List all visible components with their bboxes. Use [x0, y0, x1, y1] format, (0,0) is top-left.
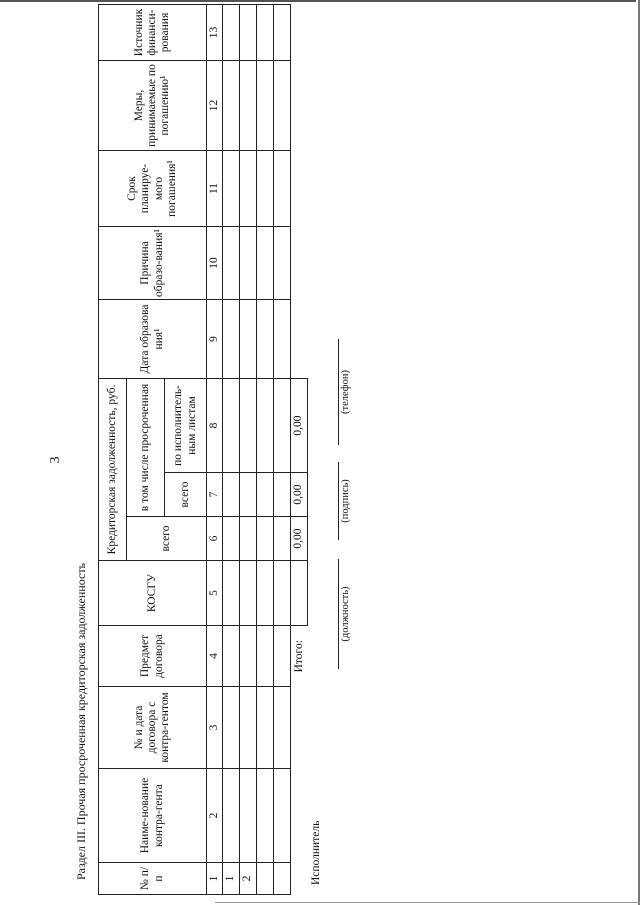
table-cell [240, 227, 257, 300]
position-line [338, 559, 339, 669]
table-cell [223, 61, 240, 151]
header-reason: Причина образо-вания¹ [99, 227, 207, 300]
colnum-3: 3 [207, 687, 223, 769]
table-cell [240, 687, 257, 769]
colnum-6: 6 [207, 517, 223, 561]
header-contract: № и дата договора с контра-гентом [99, 687, 207, 769]
table-row [240, 5, 257, 895]
table-cell [223, 5, 240, 61]
header-total: всего [127, 517, 207, 561]
total-writs-value: 0,00 [291, 379, 308, 473]
table-cell [240, 561, 257, 626]
table-cell [223, 687, 240, 769]
colnum-5: 5 [207, 561, 223, 626]
colnum-12: 12 [207, 61, 223, 151]
debt-table [98, 4, 308, 895]
table-cell [240, 769, 257, 863]
executor-label: Исполнитель [310, 820, 322, 885]
header-num: № п/п [99, 863, 207, 895]
phone-line [338, 339, 339, 445]
colnum-4: 4 [207, 626, 223, 687]
header-kosgu: КОСГУ [99, 561, 207, 626]
table-cell [223, 379, 240, 473]
header-term: Срок планируе-мого погашения¹ [99, 151, 207, 227]
header-subject: Предмет договора [99, 626, 207, 687]
table-cell [223, 517, 240, 561]
colnum-8: 8 [207, 379, 223, 473]
table-cell [240, 61, 257, 151]
table-row [223, 5, 240, 895]
header-date: Дата образова ния¹ [99, 300, 207, 379]
table-cell [240, 151, 257, 227]
colnum-9: 9 [207, 300, 223, 379]
total-value: 0,00 [291, 517, 308, 561]
position-label: (должность) [340, 586, 351, 642]
table-cell [223, 227, 240, 300]
signature-line [338, 462, 339, 540]
table-cell [223, 151, 240, 227]
table-cell [223, 769, 240, 863]
header-debt-group: Кредиторская задолженность, руб. [99, 379, 127, 561]
table-cell [240, 517, 257, 561]
colnum-2: 2 [207, 769, 223, 863]
table-cell [240, 379, 257, 473]
header-contractor: Наиме-нование контра-гента [99, 769, 207, 863]
total-label: Итого: [291, 626, 308, 687]
table-row-empty [274, 5, 291, 895]
table-cell [223, 300, 240, 379]
table-row-empty [257, 5, 274, 895]
header-measures: Меры, принимаемые по погашению¹ [99, 61, 207, 151]
colnum-7: 7 [207, 473, 223, 517]
header-overdue-total: всего [165, 473, 207, 517]
header-overdue-writs: по исполнитель-ным листам [165, 379, 207, 473]
signature-label: (подпись) [340, 479, 351, 523]
header-overdue-group: в том числе просроченная [127, 379, 165, 517]
header-source: Источник финанси-рования [99, 5, 207, 61]
table-cell [240, 5, 257, 61]
row-num: 1 [223, 863, 240, 895]
colnum-1: 1 [207, 863, 223, 895]
total-overdue-value: 0,00 [291, 473, 308, 517]
colnum-13: 13 [207, 5, 223, 61]
colnum-11: 11 [207, 151, 223, 227]
table-cell [223, 561, 240, 626]
phone-label: (телефон) [340, 370, 351, 414]
page-number: 3 [48, 456, 63, 464]
row-num: 2 [240, 863, 257, 895]
table-cell [240, 300, 257, 379]
colnum-10: 10 [207, 227, 223, 300]
table-cell [223, 473, 240, 517]
table-cell [240, 626, 257, 687]
table-cell [240, 473, 257, 517]
total-row [291, 5, 308, 895]
section-title: Раздел III. Прочая просроченная кредиторская задолженность [74, 562, 88, 880]
table-cell [223, 626, 240, 687]
